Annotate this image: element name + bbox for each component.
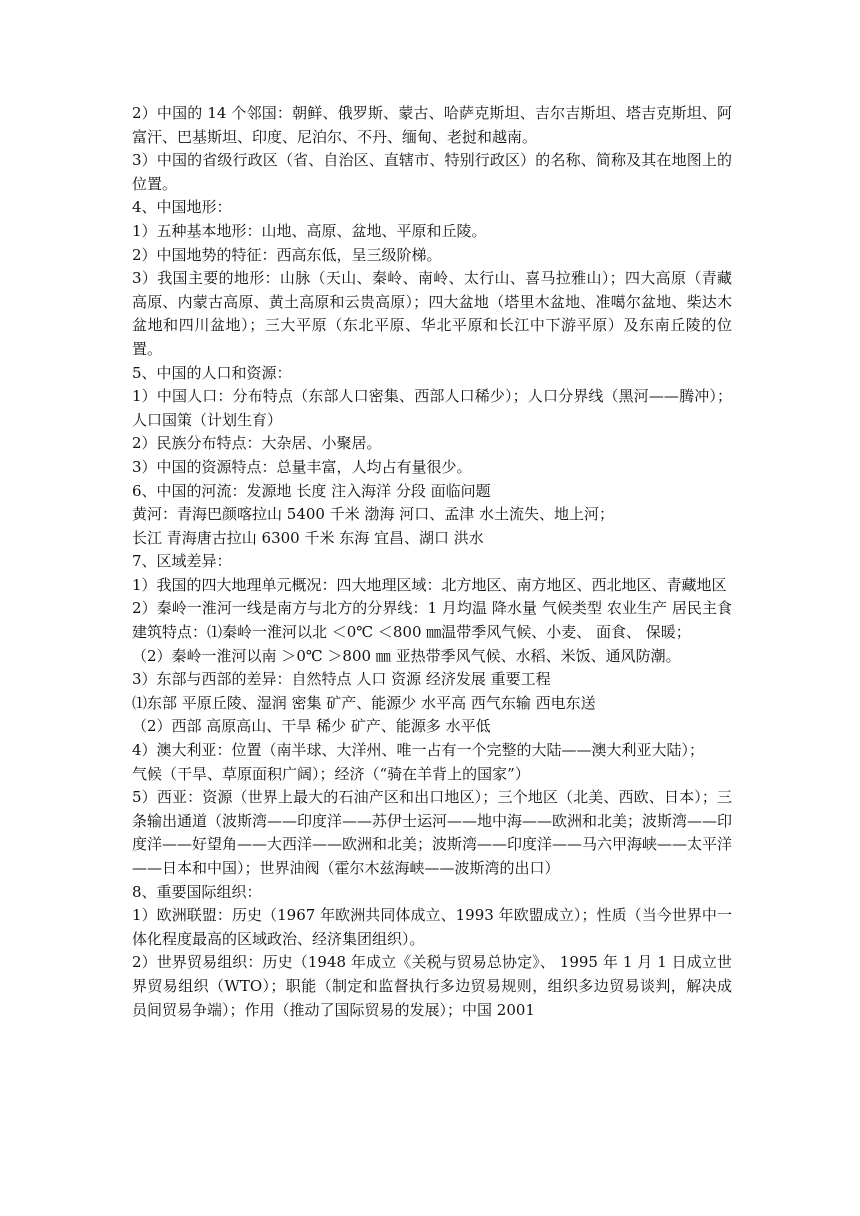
document-body <box>132 102 732 1022</box>
paragraph-yangtze: 长江 青海唐古拉山 6300 千米 东海 宜昌、湖口 洪水 <box>132 528 484 547</box>
paragraph-landforms: 1）五种基本地形：山地、高原、盆地、平原和丘陵。 <box>132 221 487 240</box>
paragraph-australia-climate: 气候（干旱、草原面积广阔）；经济（“骑在羊背上的国家”） <box>132 764 530 783</box>
paragraph-provinces: 3）中国的省级行政区（省、自治区、直辖市、特别行政区）的名称、简称及其在地图上的位置。 <box>132 151 732 193</box>
paragraph-wto: 2）世界贸易组织：历史（1948 年成立《关税与贸易总协定》、 1995 年 1 月 1 日成立世界贸易组织（WTO）；职能（制定和监督执行多边贸易规则，组织多边贸易谈判，解决成员间贸易争端）；作用（推动了国际贸易的发展）；中国 2001 <box>132 953 732 1019</box>
paragraph-resources: 3）中国的资源特点：总量丰富，人均占有量很少。 <box>132 457 472 476</box>
paragraph-neighbors: 2）中国的 14 个邻国：朝鲜、俄罗斯、蒙古、哈萨克斯坦、吉尔吉斯坦、塔吉克斯坦、阿富汗、巴基斯坦、印度、尼泊尔、不丹、缅甸、老挝和越南。 <box>132 104 732 146</box>
paragraph-west: （2）西部 高原高山、干旱 稀少 矿产、能源多 水平低 <box>132 717 491 736</box>
paragraph-population: 1）中国人口：分布特点（东部人口密集、西部人口稀少）；人口分界线（黑河——腾冲）；人口国策（计划生育） <box>132 387 732 429</box>
section-heading-orgs: 8、重要国际组织： <box>132 882 262 901</box>
section-heading-population: 5、中国的人口和资源： <box>132 363 292 382</box>
paragraph-east: ⑴东部 平原丘陵、湿润 密集 矿产、能源少 水平高 西气东输 西电东送 <box>132 693 596 712</box>
section-heading-regions: 7、区域差异： <box>132 552 232 571</box>
paragraph-four-regions: 1）我国的四大地理单元概况：四大地理区域：北方地区、南方地区、西北地区、青藏地区 <box>132 575 727 594</box>
paragraph-qinling-south: （2）秦岭一淮河以南 ＞0℃ ＞800 ㎜ 亚热带季风气候、水稻、米饭、通风防潮。 <box>132 646 681 665</box>
paragraph-main-terrain: 3）我国主要的地形：山脉（天山、秦岭、南岭、太行山、喜马拉雅山）；四大高原（青藏高原、内蒙古高原、黄土高原和云贵高原）；四大盆地（塔里木盆地、准噶尔盆地、柴达木盆地和四川盆地）；三大平原（东北平原、华北平原和长江中下游平原）及东南丘陵的位置。 <box>132 269 732 358</box>
paragraph-yellow-river: 黄河：青海巴颜喀拉山 5400 千米 渤海 河口、孟津 水土流失、地上河； <box>132 505 615 524</box>
section-heading-rivers: 6、中国的河流：发源地 长度 注入海洋 分段 面临问题 <box>132 481 491 500</box>
paragraph-qinling-north: 2）秦岭一淮河一线是南方与北方的分界线：1 月均温 降水量 气候类型 农业生产 居民主食 建筑特点：⑴秦岭一淮河以北 ＜0℃ ＜800 ㎜温带季风气候、小麦、 面食、 保暖； <box>132 599 732 642</box>
section-heading-terrain: 4、中国地形： <box>132 198 232 217</box>
paragraph-eu: 1）欧洲联盟：历史（1967 年欧洲共同体成立、1993 年欧盟成立）；性质（当今世界中一体化程度最高的区域政治、经济集团组织）。 <box>132 906 732 948</box>
paragraph-east-west: 3）东部与西部的差异：自然特点 人口 资源 经济发展 重要工程 <box>132 670 551 689</box>
paragraph-ethnic: 2）民族分布特点：大杂居、小聚居。 <box>132 434 382 453</box>
paragraph-topography: 2）中国地势的特征：西高东低，呈三级阶梯。 <box>132 245 442 264</box>
paragraph-australia: 4）澳大利亚：位置（南半球、大洋州、唯一占有一个完整的大陆——澳大利亚大陆）； <box>132 741 705 760</box>
paragraph-west-asia: 5）西亚：资源（世界上最大的石油产区和出口地区）；三个地区（北美、西欧、日本）；三条输出通道（波斯湾——印度洋——苏伊士运河——地中海——欧洲和北美；波斯湾——印度洋——好望角——大西洋——欧洲和北美；波斯湾——印度洋——马六甲海峡——太平洋——日本和中国）；世界油阀（霍尔木兹海峡——波斯湾的出口） <box>132 788 733 877</box>
